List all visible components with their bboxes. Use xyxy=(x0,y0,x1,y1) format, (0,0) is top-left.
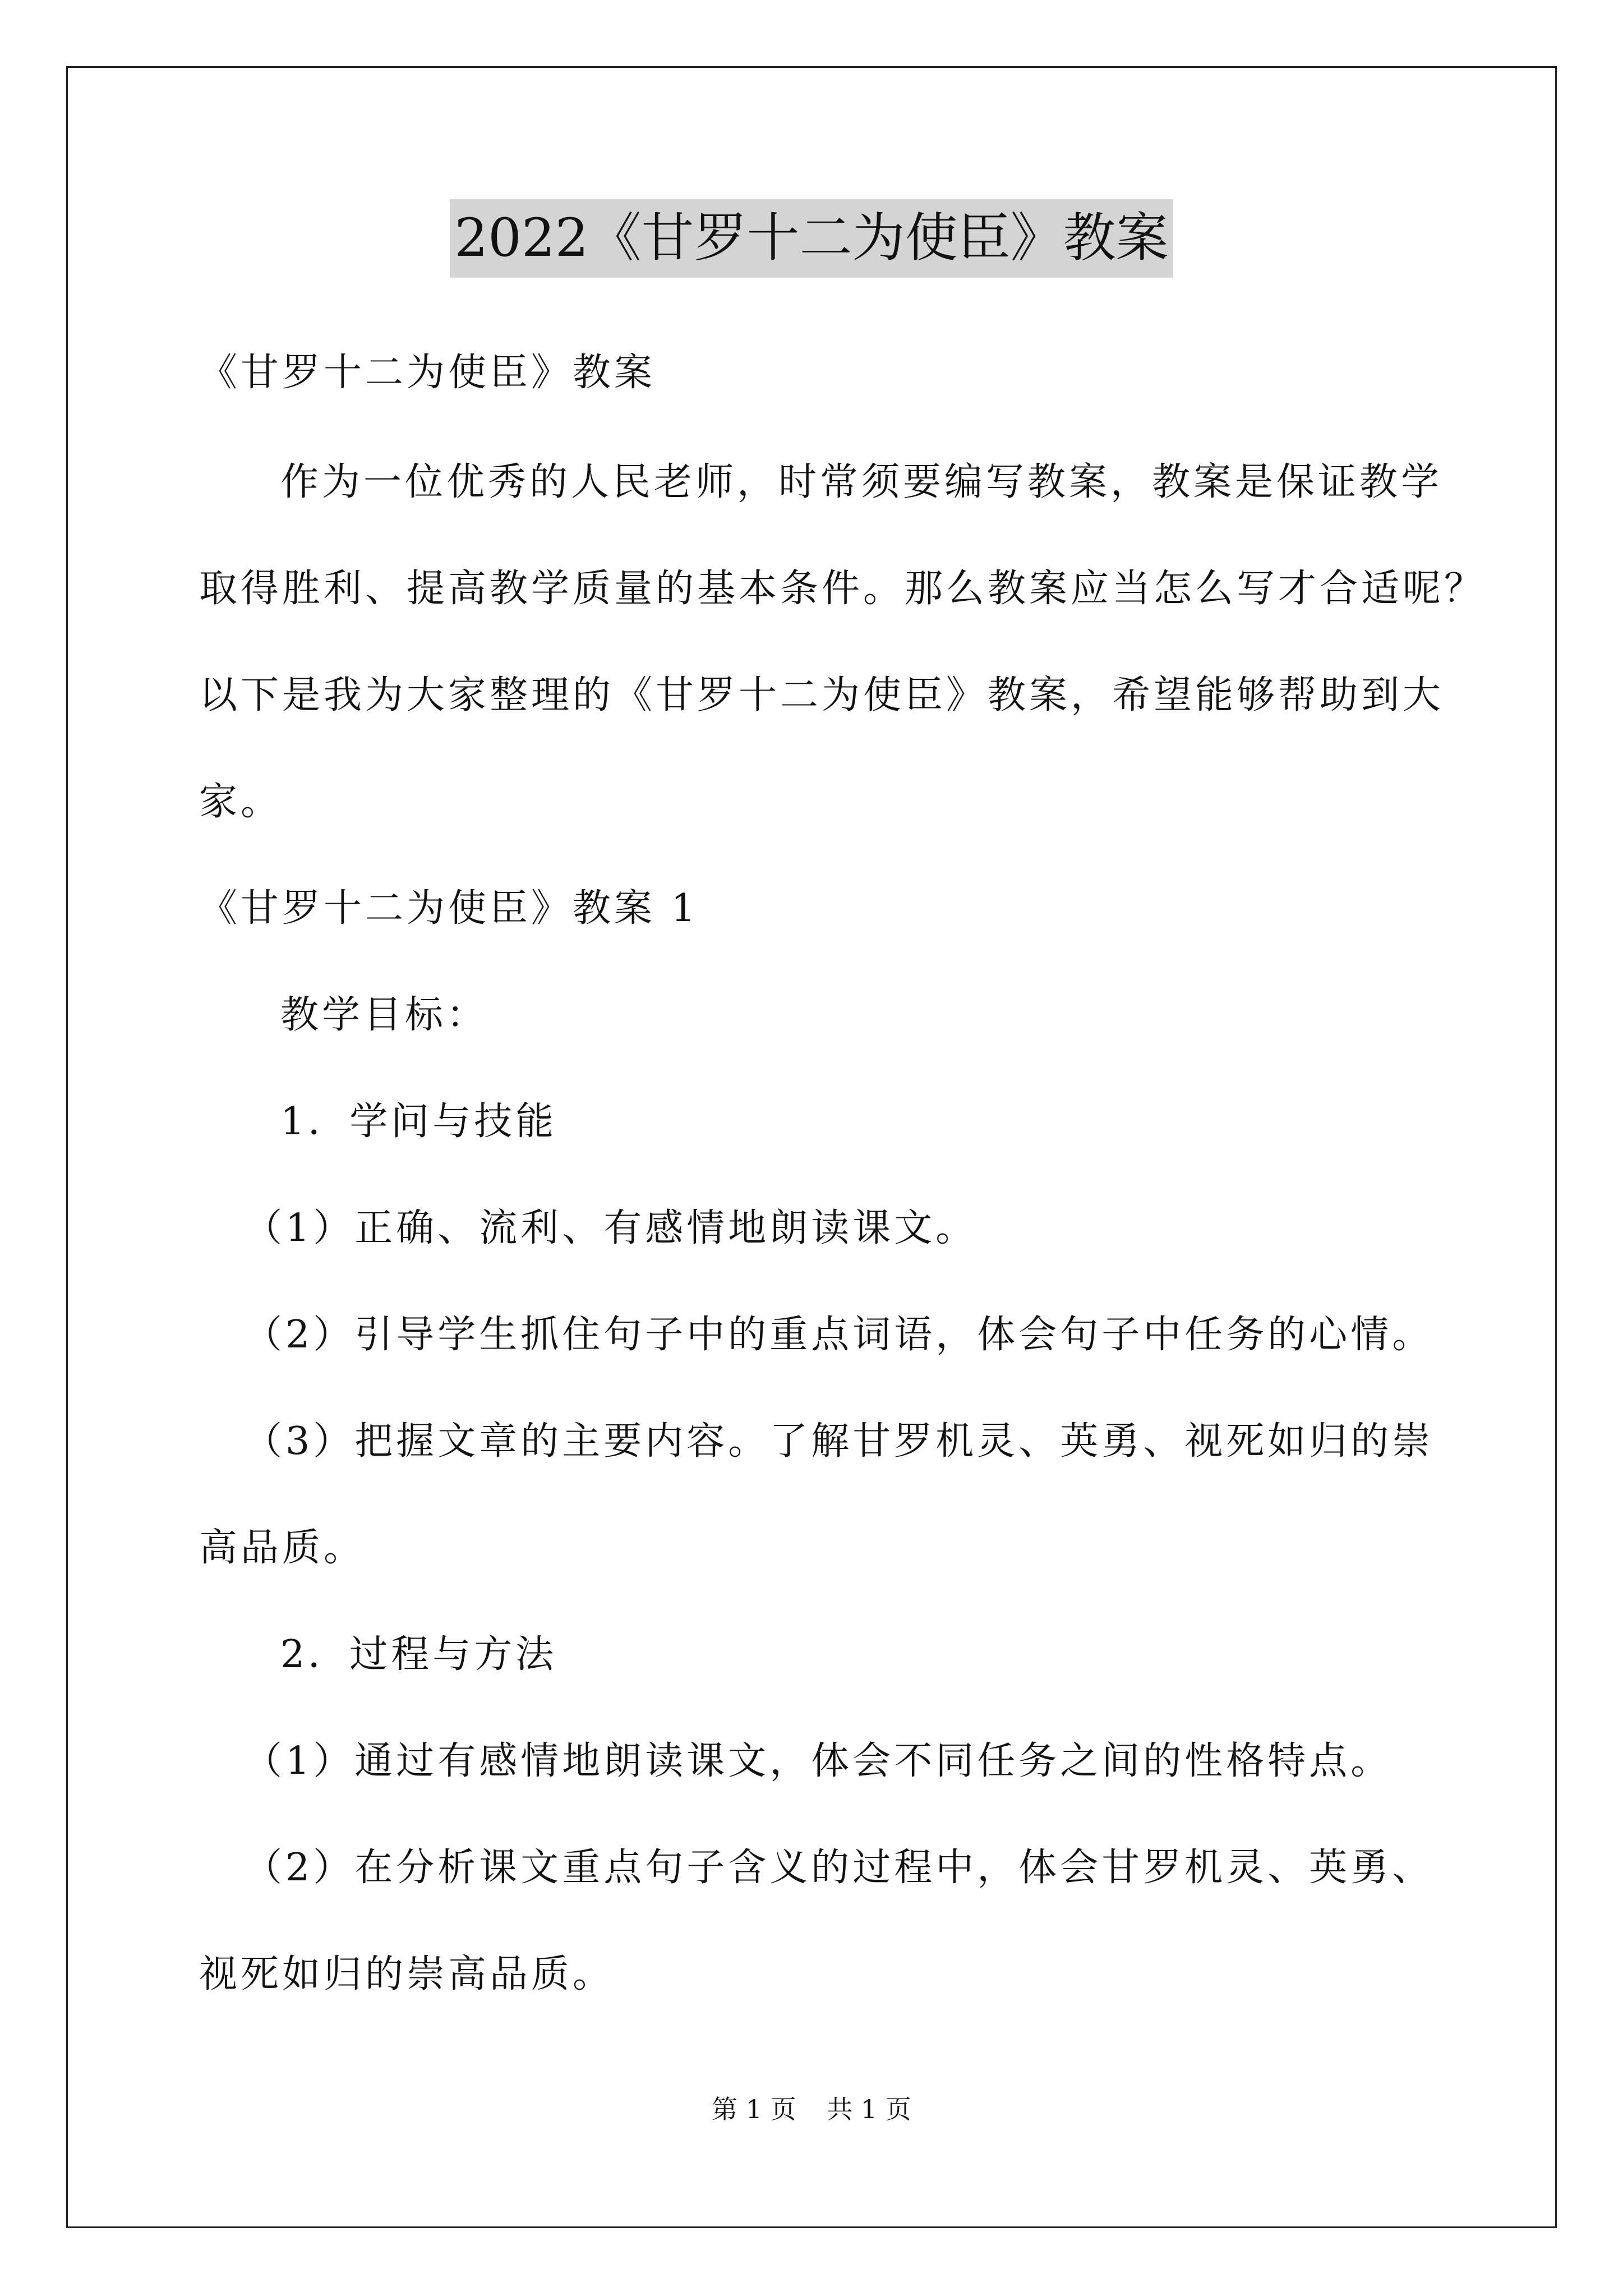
goal1-item-1: （1）正确、流利、有感情地朗读课文。 xyxy=(244,1206,978,1250)
goal2-item-2: （2）在分析课文重点句子含义的过程中，体会甘罗机灵、英勇、 xyxy=(244,1846,1434,1890)
section-heading: 《甘罗十二为使臣》教案 1 xyxy=(199,886,699,931)
goal2-heading: 2．过程与方法 xyxy=(280,1632,557,1677)
goal1-heading: 1．学问与技能 xyxy=(280,1099,557,1144)
document-subtitle: 《甘罗十二为使臣》教案 xyxy=(199,351,656,395)
goal2-item-1: （1）通过有感情地朗读课文，体会不同任务之间的性格特点。 xyxy=(244,1739,1393,1783)
goal1-item-3-cont: 高品质。 xyxy=(199,1526,366,1570)
page-total: 共 1 页 xyxy=(827,2094,911,2124)
page-footer xyxy=(0,2092,1623,2126)
title-text: 2022《甘罗十二为使臣》教案 xyxy=(450,199,1173,278)
document-title xyxy=(0,199,1623,278)
goal1-item-3: （3）把握文章的主要内容。了解甘罗机灵、英勇、视死如归的崇 xyxy=(244,1419,1434,1464)
goal2-item-2-cont: 视死如归的崇高品质。 xyxy=(199,1952,615,1996)
goals-label: 教学目标： xyxy=(280,993,488,1037)
goal1-item-2: （2）引导学生抓住句子中的重点词语，体会句子中任务的心情。 xyxy=(244,1313,1434,1357)
intro-line-2: 取得胜利、提高教学质量的基本条件。那么教案应当怎么写才合适呢？ xyxy=(199,567,1486,611)
intro-line-3: 以下是我为大家整理的《甘罗十二为使臣》教案，希望能够帮助到大 xyxy=(199,673,1445,717)
intro-line-1: 作为一位优秀的人民老师，时常须要编写教案，教案是保证教学 xyxy=(280,460,1443,504)
page-number: 第 1 页 xyxy=(712,2094,796,2124)
intro-line-4: 家。 xyxy=(199,780,283,824)
